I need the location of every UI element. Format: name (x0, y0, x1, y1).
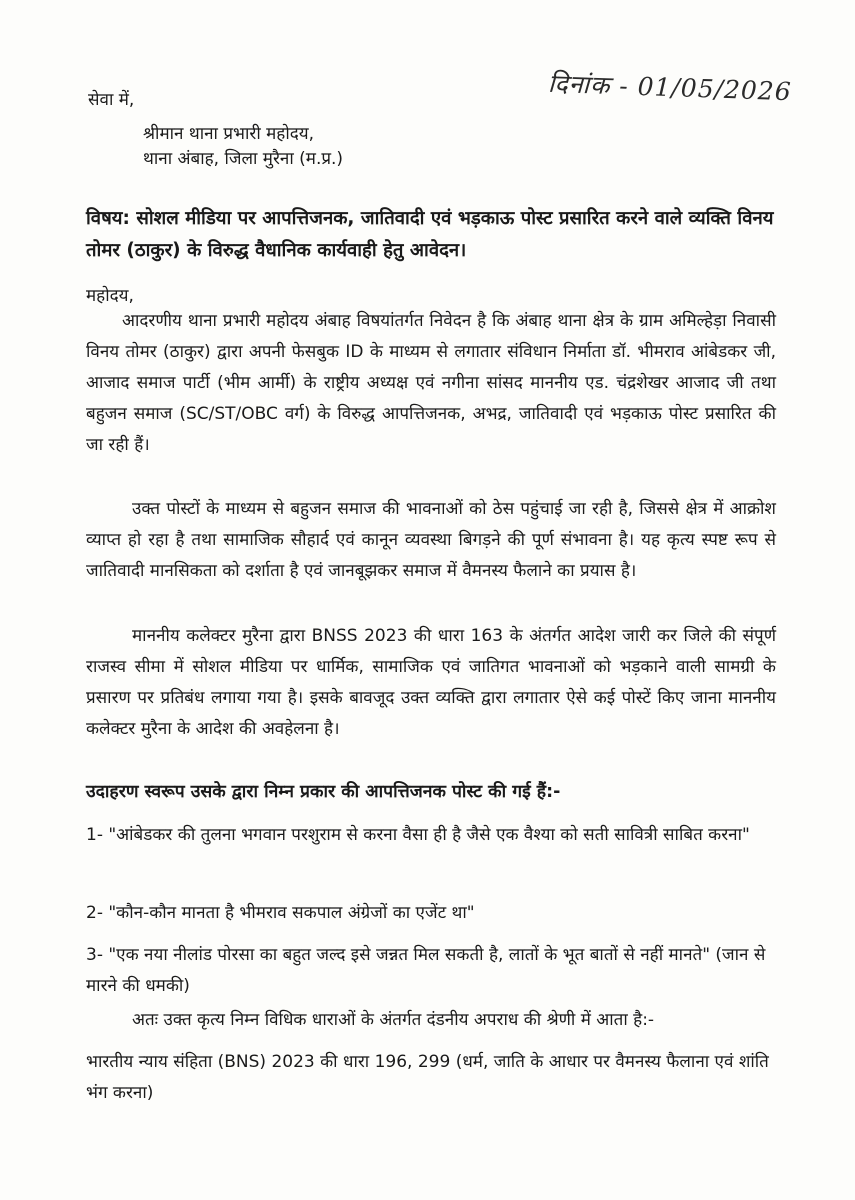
subject-line: विषय: सोशल मीडिया पर आपत्तिजनक, जातिवादी एवं भड़काऊ पोस्ट प्रसारित करने वाले व्यक्ति विनय तोमर (ठाकुर) के विरुद्ध वैधानिक कार्यवाही हेतु आवेदन। (86, 208, 774, 261)
address-line-2: श्रीमान थाना प्रभारी महोदय, (143, 124, 315, 144)
handwritten-date: दिनांक - 01/05/2026 (547, 68, 793, 107)
conclusion-line: अतः उक्त कृत्य निम्न विधिक धाराओं के अंतर्गत दंडनीय अपराध की श्रेणी में आता है:- (132, 1010, 655, 1030)
address-line-1: सेवा में, (88, 90, 135, 110)
address-line-3: थाना अंबाह, जिला मुरैना (म.प्र.) (143, 149, 344, 169)
paragraph-1: आदरणीय थाना प्रभारी महोदय अंबाह विषयांतर्गत निवेदन है कि अंबाह थाना क्षेत्र के ग्राम अमिल्हेड़ा निवासी विनय तोमर (ठाकुर) द्वारा अपनी फेसबुक ID के माध्यम से लगातार संविधान निर्माता डॉ. भीमराव आंबेडकर जी, आजाद समाज पार्टी (भीम आर्मी) के राष्ट्रीय अध्यक्ष एवं नगीना सांसद माननीय एड. चंद्रशेखर आजाद जी तथा बहुजन समाज (SC/ST/OBC वर्ग) के विरुद्ध आपत्तिजनक, अभद्र, जातिवादी एवं भड़काऊ पोस्ट प्रसारित की जा रही हैं। (86, 311, 776, 455)
example-3: 3- "एक नया नीलांड पोरसा का बहुत जल्द इसे जन्नत मिल सकती है, लातों के भूत बातों से नहीं मानते" (जान से मारने की धमकी) (86, 945, 766, 996)
example-1: 1- "आंबेडकर की तुलना भगवान परशुराम से करना वैसा ही है जैसे एक वैश्या को सती सावित्री साबित करना" (86, 825, 750, 845)
paragraph-2: उक्त पोस्टों के माध्यम से बहुजन समाज की भावनाओं को ठेस पहुंचाई जा रही है, जिससे क्षेत्र में आक्रोश व्याप्त हो रहा है तथा सामाजिक सौहार्द एवं कानून व्यवस्था बिगड़ने की पूर्ण संभावना है। यह कृत्य स्पष्ट रूप से जातिवादी मानसिकता को दर्शाता है एवं जानबूझकर समाज में वैमनस्य फैलाने का प्रयास है। (86, 499, 776, 581)
law-reference: भारतीय न्याय संहिता (BNS) 2023 की धारा 196, 299 (धर्म, जाति के आधार पर वैमनस्य फैलाना एवं शांति भंग करना) (86, 1052, 769, 1103)
paragraph-3: माननीय कलेक्टर मुरैना द्वारा BNSS 2023 की धारा 163 के अंतर्गत आदेश जारी कर जिले की संपूर्ण राजस्व सीमा में सोशल मीडिया पर धार्मिक, सामाजिक एवं जातिगत भावनाओं को भड़काने वाली सामग्री के प्रसारण पर प्रतिबंध लगाया गया है। इसके बावजूद उक्त व्यक्ति द्वारा लगातार ऐसे कई पोस्टें किए जाना माननीय कलेक्टर मुरैना के आदेश की अवहेलना है। (86, 626, 776, 739)
example-2: 2- "कौन-कौन मानता है भीमराव सकपाल अंग्रेजों का एजेंट था" (86, 903, 475, 923)
salutation: महोदय, (86, 286, 134, 306)
examples-heading: उदाहरण स्वरूप उसके द्वारा निम्न प्रकार की आपत्तिजनक पोस्ट की गई हैं:- (86, 782, 561, 802)
